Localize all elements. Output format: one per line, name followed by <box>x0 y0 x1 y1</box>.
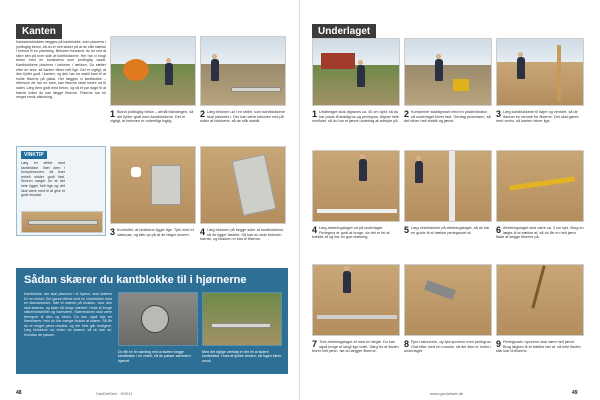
caption-1: 1 Bland jordfugtig beton – afmål blandingen, så det fylder godt med kantblokkene. Det er vigtigt, at betonen er ordentligt fugtig. <box>110 110 194 124</box>
tip-photo <box>21 211 103 233</box>
photo-check-level <box>110 146 196 224</box>
photo-finished-surface <box>496 264 584 336</box>
corner-caption-2: Med det rigtige værktøj er det let at skære kantblokke. Husk at tjekke vinklen, så fugen bliver smuk. <box>202 350 282 363</box>
photo-plate-compactor <box>404 38 492 106</box>
r-caption-6: 6 Afretningslaget skal være ca. 3 cm tykt. Brug en lægte til at trække af, så du får en helt jævn flade at lægge fliserne på. <box>496 226 584 240</box>
tip-title: VINKTIP <box>21 151 47 159</box>
photo-levelling-layer <box>312 150 400 222</box>
r-caption-7: 7 Trek afretningslaget af med en lægte. Du kan også bruge et langt lige bræt. Sørg for at fladen bliver helt jævn, før du lægger fliserne. <box>312 340 399 354</box>
photo-screed-board <box>312 264 400 336</box>
photo-kerb-frame <box>496 38 584 106</box>
r-caption-4: 4 Læg afretningslaget ud på underlaget. Perlegrus er godt at bruge, da det er let at trække af og har en god dræning. <box>312 226 390 240</box>
photo-excavate <box>312 38 400 106</box>
r-caption-5: 5 Læg vinkelskinne på afretningslaget, så du har en guide til at trække perlegruset af. <box>404 226 490 235</box>
r-caption-9: 9 Perlegruset i sporene skal være helt jævnt. Brug lægten til at trække det af, så hele fladen står klar til fliserne. <box>496 340 581 354</box>
tip-text: Læg en stribe med kantblokke. Sæt dem i kompressoren, så hver enkelt sidder godt fast. Snoren sørger for at det hele ligger helt lige og det skal være med til at give et godt resultat. <box>21 161 65 198</box>
photo-spirit-level <box>496 150 584 222</box>
r-caption-8: 8 Fjern skinnerne, og fyld sporene med perlegrus. Glat efter med en murske, så der ikke er huller i underlaget. <box>404 340 492 354</box>
footer-left: GørDetSelv · 9/2011 <box>96 391 133 396</box>
photo-cut-corner <box>202 292 282 346</box>
tip-box <box>16 146 106 236</box>
page-number-right: 49 <box>572 390 578 396</box>
photo-concrete-both-sides <box>200 146 286 224</box>
page-number-left: 48 <box>16 390 22 396</box>
r-caption-1: 1 Underlaget skal afgraves ca. 40 cm dybt, så du har plads til stabilgrus og perlegrus. Afgrav hele området, så du har et jævnt underlag at arbejde på. <box>312 110 400 124</box>
corner-cutting-box <box>16 268 288 374</box>
section-title-underlaget: Underlaget <box>312 24 376 39</box>
corner-cutting-text: Kantblokke, der skal placeres i et hjørne, skal skæres til i en vinkel. Det gøres lettest med en vinkelsliber med en diamantskive. Sæt et mærke på blokken, hvor den skal skæres, og skær så langs mærket. Husk at bruge sikkerhedsbriller og høreværn. Skæreskiven skal være beregnet til sten og beton. Du kan også leje en fliseskærer, hvis du har mange blokke at skære. Så får du et meget pænt resultat, og det hele går hurtigere. Læg blokkene ud, inden du skærer, så du kan se, hvordan de passer. <box>24 292 112 337</box>
section-title-kanten: Kanten <box>16 24 62 39</box>
caption-2: 2 Læg betonen ud i en stribe, som kantblokkene skal placeres i. Der kan være betonen ned på siden af blokkene, så de står stabilt. <box>200 110 285 124</box>
caption-3: 3 Kontrollér, at blokkene ligger lige. Tjek med et vaterpas, og tæk op på at de følger snoren. <box>110 228 194 237</box>
corner-cutting-title: Sådan skærer du kantblokke til i hjørnerne <box>24 274 247 286</box>
intro-text: Kantstensblokken lægges på kantblokke, som placeres i jordfugtig beton, så du er helt sikker på at de står stærke i forhold til en plantning. Betonen forankrer du let ved at sikre den på hver side af kantblokkene. Her har vi brugt beton med en konsistens som jordfugtig vaadt. Kantblokkene placeres i betonen i rækken. Du sætter efter en snor, så kanten bliver helt lige. Det er vigtigt, at den fylder godt i kanten, og den har en stabil kant til at holde fliserne på plads. Her lægges vi kantblokke – eftersom de har en kant, kan fliserne falde bedre ud til siden. Læg dem godt med beton, og så et par dage til at hærde inden du kan lægge fliserne. Fliserne har en meget smuk afslutning. <box>16 40 106 100</box>
photo-guide-rails <box>404 150 492 222</box>
r-caption-3: 3 Læg kantblokkene til højre og venstre, så de danner en ramme for fliserne. Det skal gøres med omhu, så kanten bliver lige. <box>496 110 579 124</box>
footer-right: www.gordetselv.dk <box>430 391 464 396</box>
corner-caption-1: Du får en fin samling ved at skære begge kantblokke i en vinkel, så de passer sammen i hjørnet. <box>118 350 192 363</box>
photo-laying-concrete <box>200 36 286 106</box>
photo-concrete-mixer <box>110 36 196 106</box>
r-caption-2: 2 Komprimér stabilgruset med en pladevibrator, så underlaget bliver fast. Gentag processen, så det bliver helt stabilt og jævnt. <box>404 110 491 124</box>
photo-fill-grooves <box>404 264 492 336</box>
right-page <box>300 0 600 400</box>
photo-angle-grinder <box>118 292 198 346</box>
caption-4: 4 Læg betonen på begge sider af kantblokkene, så de ligger fastere. Så kan du lade betonen hærde, og blokken er klar til fliserne. <box>200 228 285 242</box>
